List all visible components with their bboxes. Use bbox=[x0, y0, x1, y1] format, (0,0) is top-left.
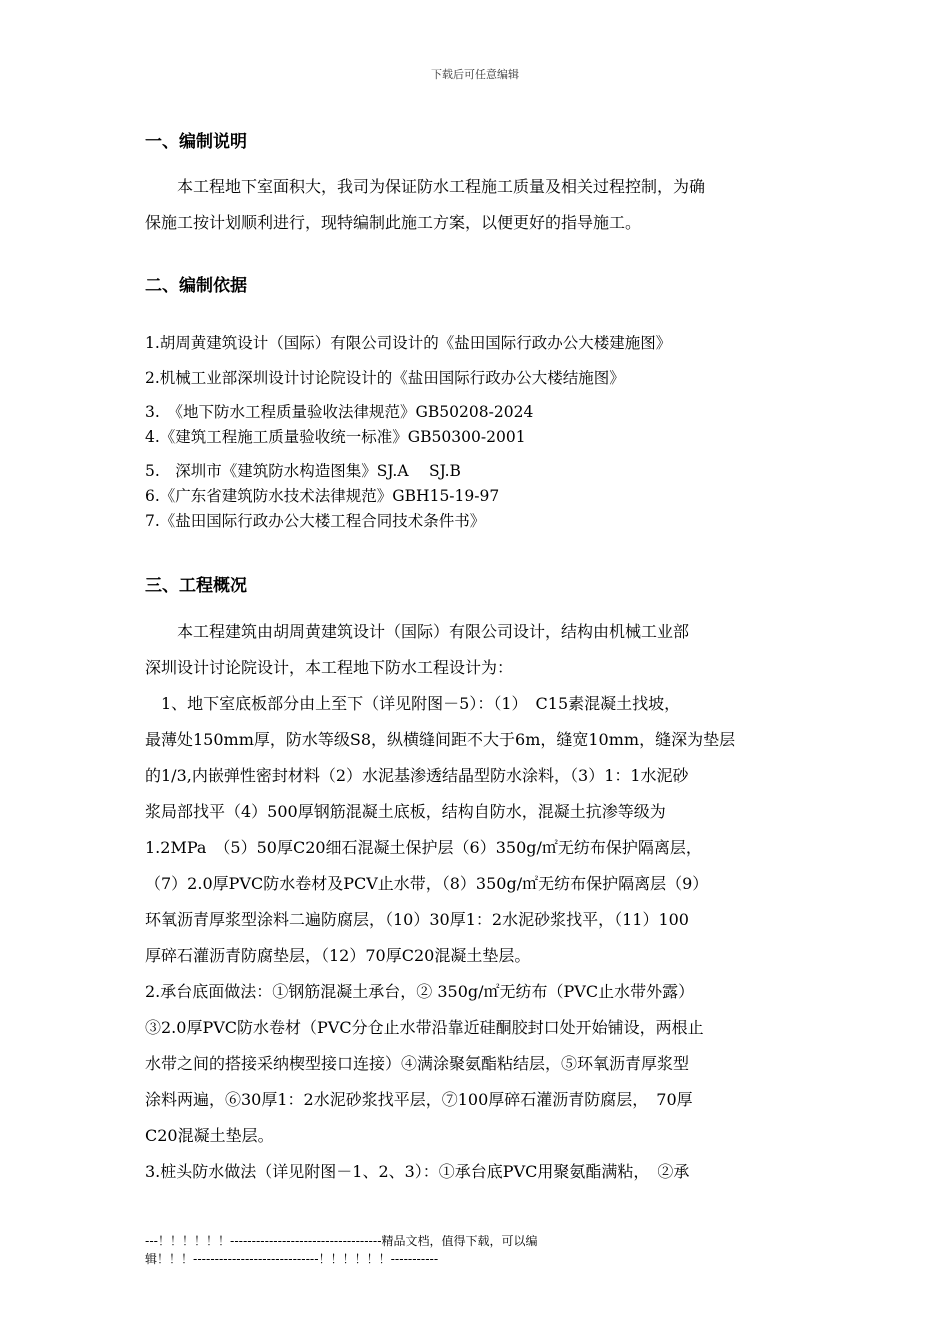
section-heading-2: 二、编制依据 bbox=[145, 276, 247, 296]
paragraph-line: 浆局部找平（4）500厚钢筋混凝土底板，结构自防水，混凝土抗渗等级为 bbox=[145, 802, 666, 821]
paragraph-line: ③2.0厚PVC防水卷材（PVC分仓止水带沿靠近硅酮胶封口处开始铺设，两根止 bbox=[145, 1018, 704, 1037]
section-1-body bbox=[145, 169, 807, 241]
paragraph-line: 1、地下室底板部分由上至下（详见附图－5）：（1） C15素混凝土找坡， bbox=[145, 694, 681, 713]
paragraph-line: 涂料两遍，⑥30厚1：2水泥砂浆找平层，⑦100厚碎石灌沥青防腐层， 70厚 bbox=[145, 1090, 693, 1109]
paragraph-line: 保施工按计划顺利进行，现特编制此施工方案，以便更好的指导施工。 bbox=[145, 213, 642, 232]
page-footer bbox=[145, 1232, 538, 1268]
paragraph-line: 1.2MPa （5）50厚C20细石混凝土保护层（6）350g/㎡无纺布保护隔离层， bbox=[145, 838, 702, 857]
paragraph-line: 环氧沥青厚浆型涂料二遍防腐层，（10）30厚1：2水泥砂浆找平，（11）100 bbox=[145, 910, 689, 929]
paragraph-line: 深圳设计讨论院设计，本工程地下防水工程设计为： bbox=[145, 658, 514, 677]
footer-line-1: ---！！！！！！-----------------------------------精品文档，值得下载，可以编 bbox=[145, 1234, 538, 1248]
section-heading-3: 三、工程概况 bbox=[145, 576, 247, 596]
paragraph-line: （7）2.0厚PVC防水卷材及PCV止水带，（8）350g/㎡无纺布保护隔离层（9） bbox=[145, 874, 709, 893]
reference-item-2: 2.机械工业部深圳设计讨论院设计的《盐田国际行政办公大楼结施图》 bbox=[145, 369, 625, 387]
reference-item-5: 5. 深圳市《建筑防水构造图集》SJ.A SJ.B bbox=[145, 462, 461, 480]
paragraph-line: 3.桩头防水做法（详见附图－1、2、3）：①承台底PVC用聚氨酯满粘， ②承 bbox=[145, 1162, 690, 1181]
paragraph-line: 厚碎石灌沥青防腐垫层，（12）70厚C20混凝土垫层。 bbox=[145, 946, 531, 965]
reference-item-1: 1.胡周黄建筑设计（国际）有限公司设计的《盐田国际行政办公大楼建施图》 bbox=[145, 334, 672, 352]
paragraph-line: 本工程地下室面积大，我司为保证防水工程施工质量及相关过程控制，为确 bbox=[145, 177, 706, 196]
reference-item-3: 3. 《地下防水工程质量验收法律规范》GB50208-2024 bbox=[145, 403, 534, 421]
reference-item-4: 4.《建筑工程施工质量验收统一标准》GB50300-2001 bbox=[145, 428, 526, 446]
paragraph-line: 本工程建筑由胡周黄建筑设计（国际）有限公司设计，结构由机械工业部 bbox=[145, 622, 690, 641]
paragraph-line: 最薄处150mm厚，防水等级S8，纵横缝间距不大于6m，缝宽10mm，缝深为垫层 bbox=[145, 730, 736, 749]
page-header: 下载后可任意编辑 bbox=[431, 68, 519, 81]
section-3-body bbox=[145, 614, 807, 1190]
reference-item-7: 7.《盐田国际行政办公大楼工程合同技术条件书》 bbox=[145, 512, 486, 530]
reference-item-6: 6.《广东省建筑防水技术法律规范》GBH15-19-97 bbox=[145, 487, 500, 505]
paragraph-line: C20混凝土垫层。 bbox=[145, 1126, 274, 1145]
paragraph-line: 水带之间的搭接采纳楔型接口连接）④满涂聚氨酯粘结层，⑤环氧沥青厚浆型 bbox=[145, 1054, 690, 1073]
section-heading-1: 一、编制说明 bbox=[145, 132, 247, 152]
footer-line-2: 辑！！！-----------------------------！！！！！！----------- bbox=[145, 1252, 439, 1266]
paragraph-line: 2.承台底面做法：①钢筋混凝土承台，② 350g/㎡无纺布（PVC止水带外露） bbox=[145, 982, 695, 1001]
paragraph-line: 的1/3,内嵌弹性密封材料（2）水泥基渗透结晶型防水涂料，（3）1：1水泥砂 bbox=[145, 766, 689, 785]
